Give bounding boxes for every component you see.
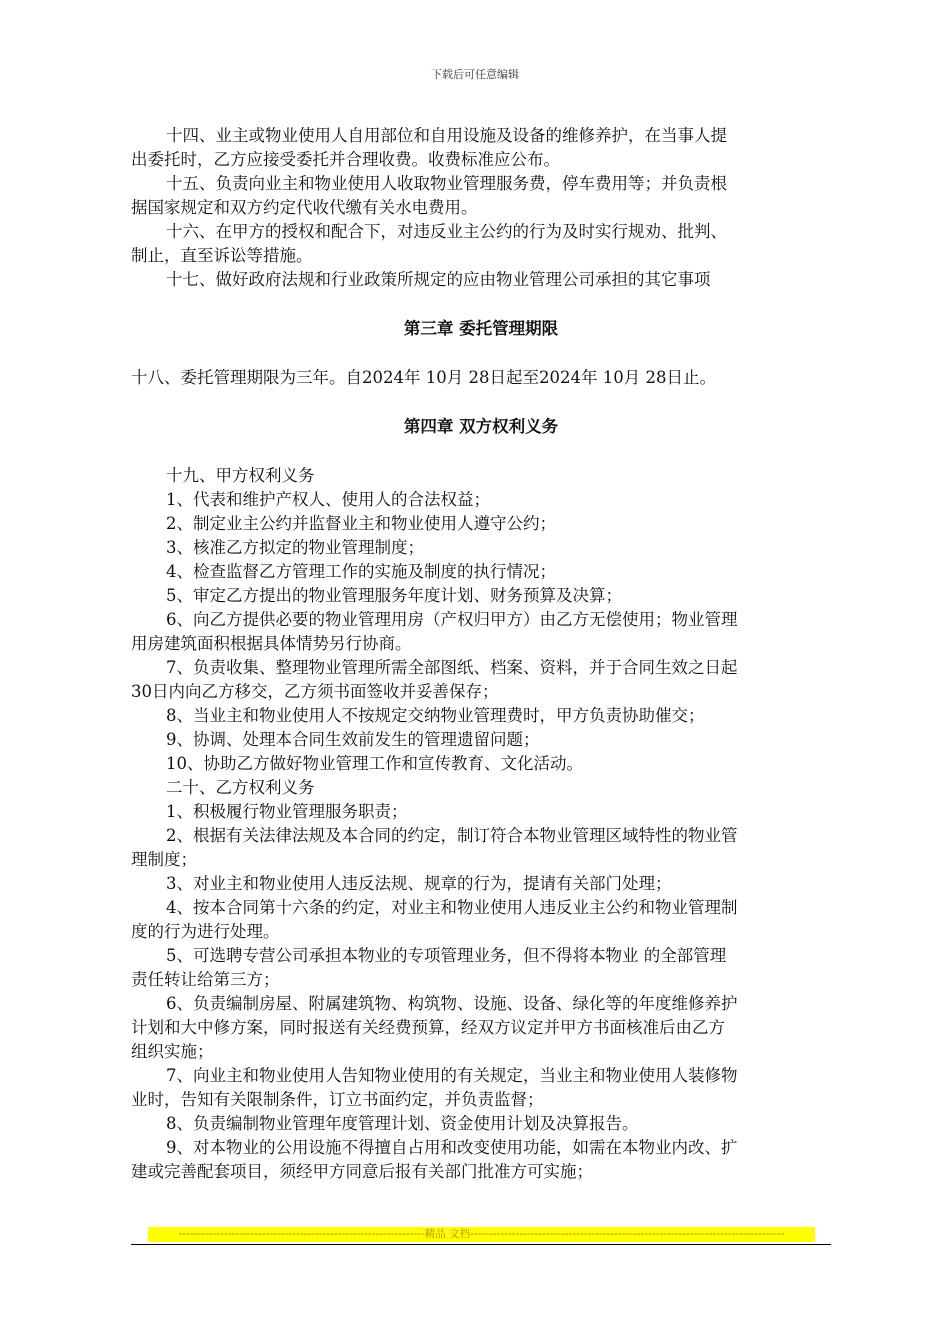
- party-b-item-6-line-2: 计划和大中修方案，同时报送有关经费预算，经双方议定并甲方书面核准后由乙方: [131, 1018, 725, 1037]
- party-b-item-9-line-1: 9、对本物业的公用设施不得擅自占用和改变使用功能，如需在本物业内改、扩: [166, 1138, 738, 1157]
- party-b-item-5-line-2: 责任转让给第三方；: [131, 970, 280, 989]
- clause-17: 十七、做好政府法规和行业政策所规定的应由物业管理公司承担的其它事项: [166, 270, 711, 289]
- party-b-item-7-line-1: 7、向业主和物业使用人告知物业使用的有关规定，当业主和物业使用人装修物: [166, 1066, 738, 1085]
- party-b-item-3: 3、对业主和物业使用人违反法规、规章的行为，提请有关部门处理；: [166, 874, 672, 893]
- page-header: 下载后可任意编辑: [431, 68, 519, 81]
- party-a-item-10: 10、协助乙方做好物业管理工作和宣传教育、文化活动。: [166, 754, 583, 773]
- clause-16-line-1: 十六、在甲方的授权和配合下，对违反业主公约的行为及时实行规劝、批判、: [166, 222, 727, 241]
- party-b-item-9-line-2: 建或完善配套项目，须经甲方同意后报有关部门批准方可实施；: [131, 1162, 593, 1181]
- party-b-item-1: 1、积极履行物业管理服务职责；: [166, 802, 408, 821]
- clause-18: 十八、委托管理期限为三年。自2024年 10月 28日起至2024年 10月 28日止。: [131, 368, 716, 387]
- party-b-item-5-line-1: 5、可选聘专营公司承担本物业的专项管理业务，但不得将本物业 的全部管理: [166, 946, 727, 965]
- party-b-item-6-line-1: 6、负责编制房屋、附属建筑物、构筑物、设施、设备、绿化等的年度维修养护: [166, 994, 738, 1013]
- footer-divider: [131, 1244, 831, 1245]
- chapter-3-heading: 第三章 委托管理期限: [403, 319, 559, 338]
- party-a-item-2: 2、制定业主公约并监督业主和物业使用人遵守公约；: [166, 514, 556, 533]
- party-b-item-7-line-2: 业时，告知有关限制条件，订立书面约定，并负责监督；: [131, 1090, 544, 1109]
- party-b-item-8: 8、负责编制物业管理年度管理计划、资金使用计划及决算报告。: [166, 1114, 639, 1133]
- document-body: [131, 124, 831, 1184]
- clause-15-line-1: 十五、负责向业主和物业使用人收取物业管理服务费，停车费用等；并负责根: [166, 174, 727, 193]
- clause-19-heading: 十九、甲方权利义务: [166, 466, 315, 485]
- footer-banner: -----------------------------------------------------------------精品 文档-----------------------------------------------------------------------------------: [148, 1227, 815, 1242]
- party-a-item-7-line-1: 7、负责收集、整理物业管理所需全部图纸、档案、资料，并于合同生效之日起: [166, 658, 738, 677]
- clause-16-line-2: 制止，直至诉讼等措施。: [131, 246, 313, 265]
- party-a-item-9: 9、协调、处理本合同生效前发生的管理遗留问题；: [166, 730, 540, 749]
- party-a-item-8: 8、当业主和物业使用人不按规定交纳物业管理费时，甲方负责协助催交；: [166, 706, 705, 725]
- party-a-item-6-line-1: 6、向乙方提供必要的物业管理用房（产权归甲方）由乙方无偿使用；物业管理: [166, 610, 738, 629]
- party-a-item-4: 4、检查监督乙方管理工作的实施及制度的执行情况；: [166, 562, 556, 581]
- party-a-item-7-line-2: 30日内向乙方移交，乙方须书面签收并妥善保存；: [131, 682, 499, 701]
- party-a-item-1: 1、代表和维护产权人、使用人的合法权益；: [166, 490, 490, 509]
- clause-15-line-2: 据国家规定和双方约定代收代缴有关水电费用。: [131, 198, 478, 217]
- party-b-item-6-line-3: 组织实施；: [131, 1042, 214, 1061]
- clause-14-line-1: 十四、业主或物业使用人自用部位和自用设施及设备的维修养护，在当事人提: [166, 126, 727, 145]
- party-b-item-2-line-1: 2、根据有关法律法规及本合同的约定，制订符合本物业管理区域特性的物业管: [166, 826, 738, 845]
- clause-14-line-2: 出委托时，乙方应接受委托并合理收费。收费标准应公布。: [131, 150, 560, 169]
- party-a-item-5: 5、审定乙方提出的物业管理服务年度计划、财务预算及决算；: [166, 586, 622, 605]
- party-a-item-3: 3、核准乙方拟定的物业管理制度；: [166, 538, 424, 557]
- clause-20-heading: 二十、乙方权利义务: [166, 778, 315, 797]
- chapter-4-heading: 第四章 双方权利义务: [403, 417, 559, 436]
- party-b-item-4-line-1: 4、按本合同第十六条的约定，对业主和物业使用人违反业主公约和物业管理制: [166, 898, 738, 917]
- party-b-item-4-line-2: 度的行为进行处理。: [131, 922, 280, 941]
- party-b-item-2-line-2: 理制度；: [131, 850, 197, 869]
- party-a-item-6-line-2: 用房建筑面积根据具体情势另行协商。: [131, 634, 412, 653]
